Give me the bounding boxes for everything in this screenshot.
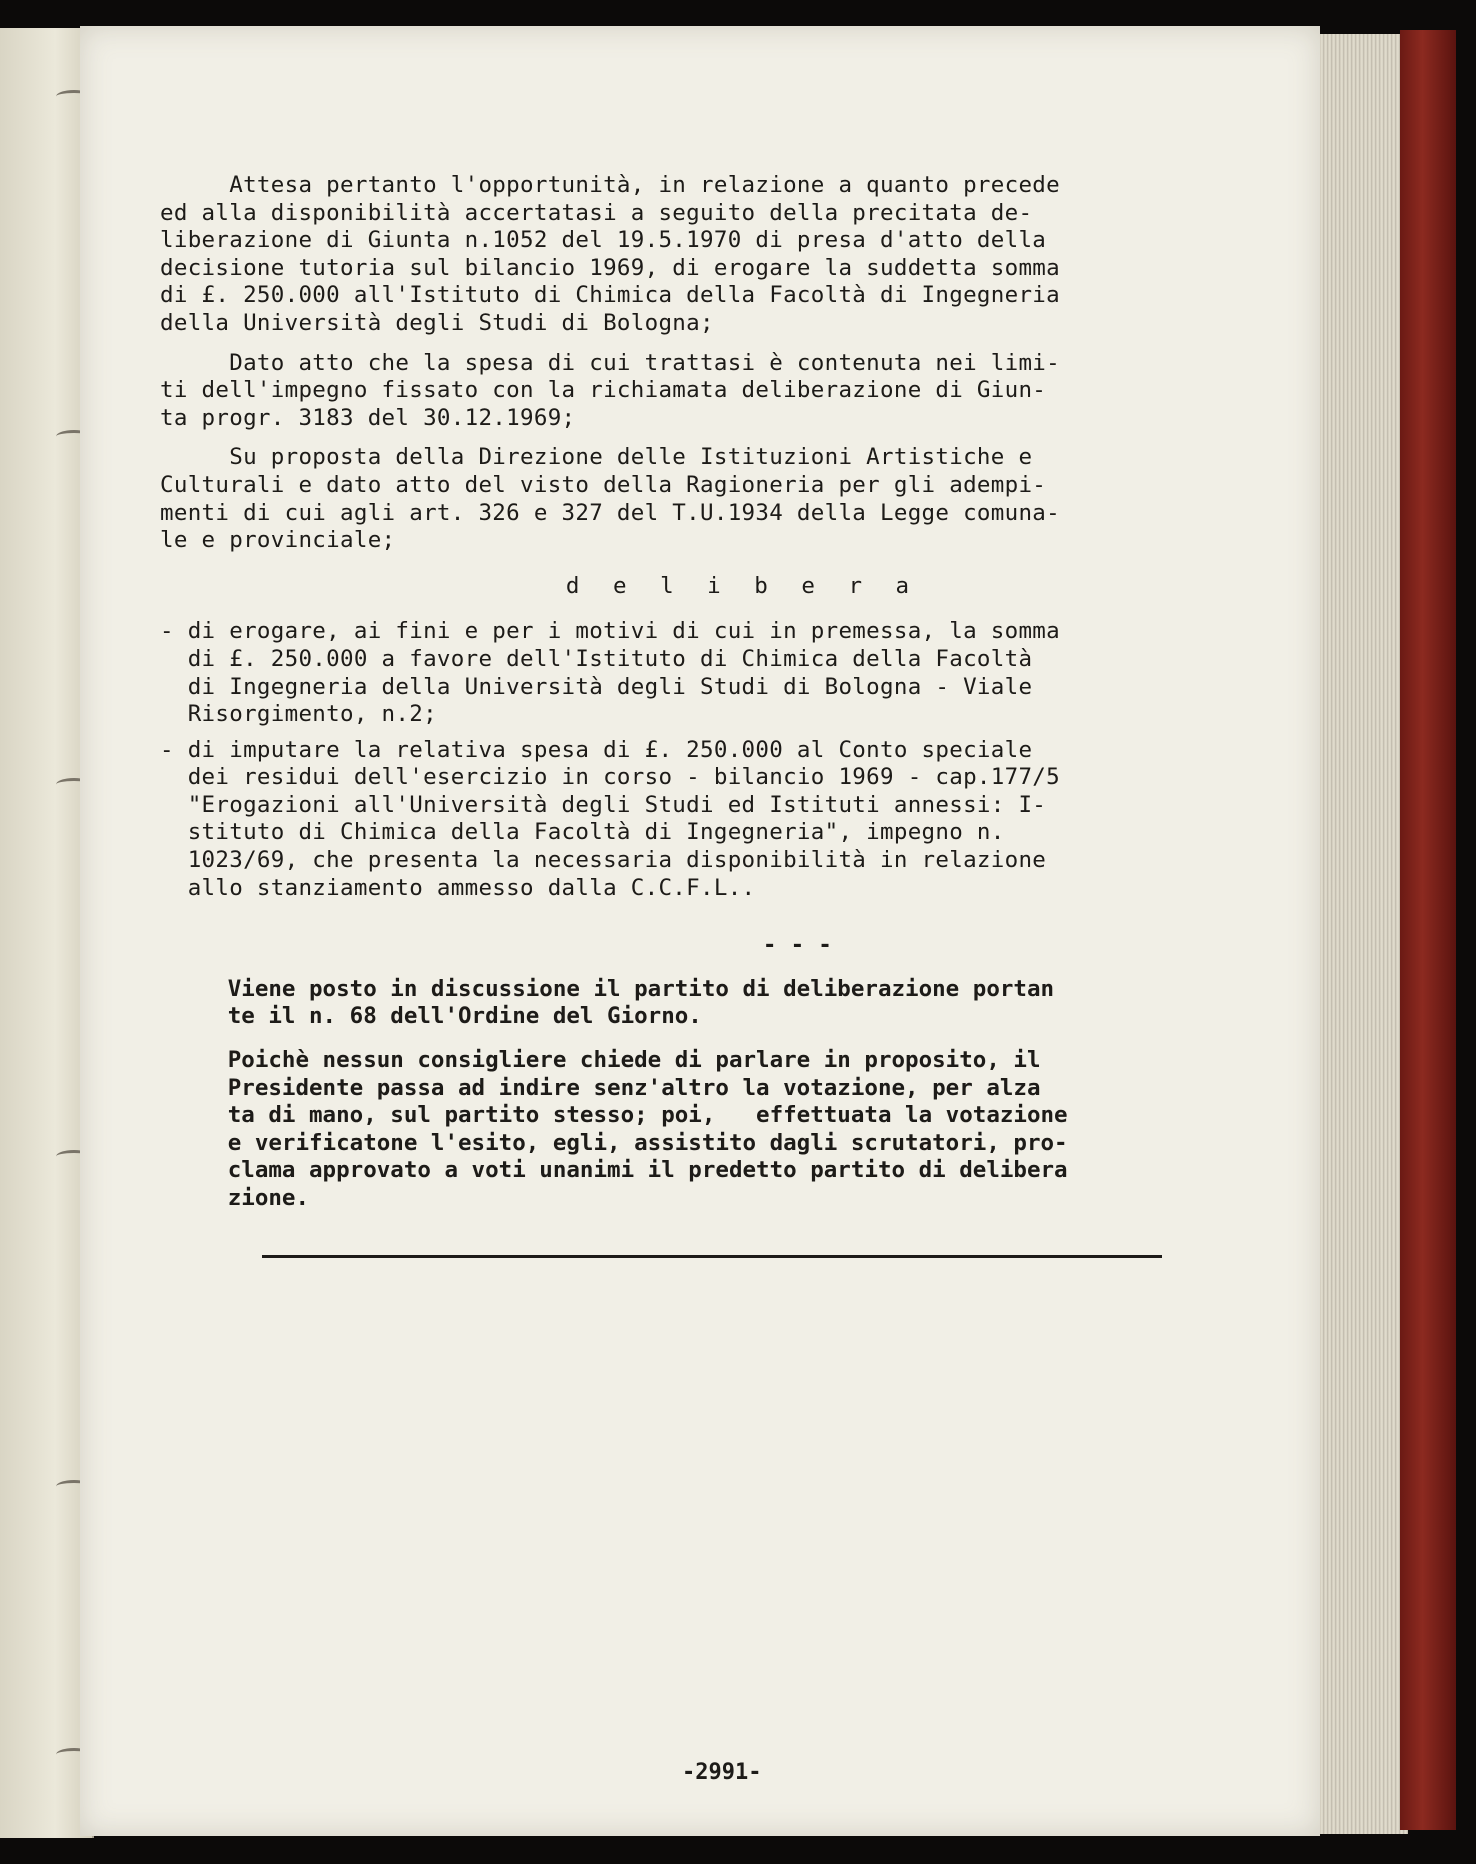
resolution-item-1 bbox=[160, 618, 1205, 728]
text-line: Culturali e dato atto del visto della Ragioneria per gli adempi- bbox=[160, 471, 1047, 498]
text-line: ta progr. 3183 del 30.12.1969; bbox=[160, 404, 576, 431]
text-line: zione. bbox=[160, 1185, 310, 1211]
paragraph-1 bbox=[160, 172, 1205, 338]
text-line: allo stanziamento ammesso dalla C.C.F.L.. bbox=[160, 874, 756, 901]
text-line: di £. 250.000 a favore dell'Istituto di Chimica della Facoltà bbox=[160, 645, 1033, 672]
text-line: Dato atto che la spesa di cui trattasi è contenuta nei limi- bbox=[160, 349, 1060, 376]
text-line: della Università degli Studi di Bologna; bbox=[160, 309, 714, 336]
resolution-item-2 bbox=[160, 737, 1205, 903]
book-cover bbox=[1400, 30, 1456, 1830]
text-line: Presidente passa ad indire senz'altro la votazione, per alza bbox=[160, 1074, 1041, 1101]
text-line: stituto di Chimica della Facoltà di Ingegneria", impegno n. bbox=[160, 819, 1005, 846]
text-line: le e provinciale; bbox=[160, 527, 396, 554]
text-line: menti di cui agli art. 326 e 327 del T.U.1934 della Legge comuna- bbox=[160, 499, 1060, 526]
end-rule bbox=[262, 1255, 1162, 1258]
section-separator: - - - bbox=[762, 932, 833, 959]
paragraph-3 bbox=[160, 444, 1205, 554]
text-line: ta di mano, sul partito stesso; poi, effettuata la votazione bbox=[160, 1102, 1068, 1129]
paragraph-2 bbox=[160, 350, 1205, 433]
text-line: decisione tutoria sul bilancio 1969, di erogare la suddetta somma bbox=[160, 254, 1060, 281]
text-line: ed alla disponibilità accertatasi a seguito della precitata de- bbox=[160, 199, 1033, 226]
text-line: liberazione di Giunta n.1052 del 19.5.1970 di presa d'atto della bbox=[160, 227, 1047, 254]
text-line: Su proposta della Direzione delle Istituzioni Artistiche e bbox=[160, 444, 1033, 471]
text-line: Poichè nessun consigliere chiede di parlare in proposito, il bbox=[160, 1047, 1041, 1074]
text-line: di £. 250.000 all'Istituto di Chimica della Facoltà di Ingegneria bbox=[160, 282, 1060, 309]
text-line: - di erogare, ai fini e per i motivi di cui in premessa, la somma bbox=[160, 618, 1060, 645]
text-line: "Erogazioni all'Università degli Studi ed Istituti annessi: I- bbox=[160, 791, 1047, 818]
delibera-heading: d e l i b e r a bbox=[565, 572, 920, 599]
text-line: - di imputare la relativa spesa di £. 250.000 al Conto speciale bbox=[160, 736, 1033, 763]
text-line: di Ingegneria della Università degli Studi di Bologna - Viale bbox=[160, 673, 1033, 700]
page-number: -2991- bbox=[682, 1760, 762, 1785]
minutes-paragraph-1 bbox=[160, 976, 1205, 1031]
text-line: Viene posto in discussione il partito di deliberazione portan bbox=[160, 975, 1055, 1002]
text-line: e verificatone l'esito, egli, assistito dagli scrutatori, pro- bbox=[160, 1129, 1068, 1156]
book-page-edges bbox=[1310, 34, 1408, 1834]
text-line: dei residui dell'esercizio in corso - bilancio 1969 - cap.177/5 bbox=[160, 764, 1060, 791]
minutes-paragraph-2 bbox=[160, 1047, 1205, 1213]
text-line: clama approvato a voti unanimi il predetto partito di delibera bbox=[160, 1157, 1068, 1184]
text-line: te il n. 68 dell'Ordine del Giorno. bbox=[160, 1003, 702, 1030]
page-content bbox=[160, 172, 1205, 1258]
text-line: Attesa pertanto l'opportunità, in relazione a quanto precede bbox=[160, 172, 1060, 198]
text-line: Risorgimento, n.2; bbox=[160, 701, 437, 728]
text-line: ti dell'impegno fissato con la richiamata deliberazione di Giun- bbox=[160, 377, 1047, 404]
text-line: 1023/69, che presenta la necessaria disponibilità in relazione bbox=[160, 847, 1047, 874]
